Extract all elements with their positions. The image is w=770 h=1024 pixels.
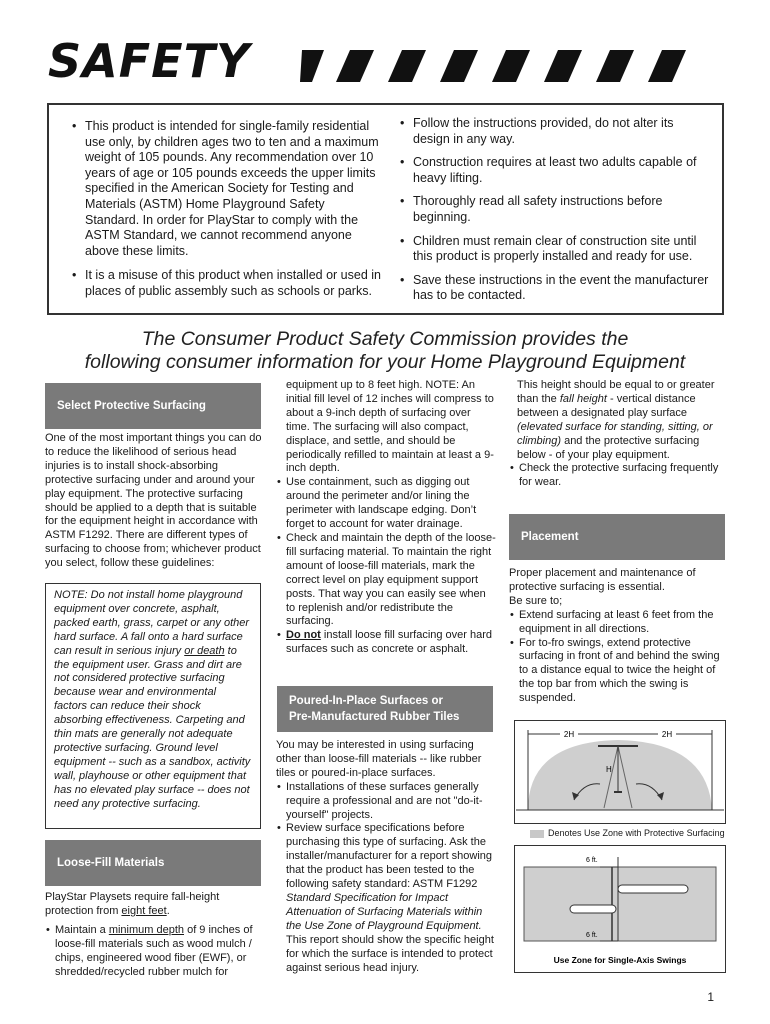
label-6ft-bottom: 6 ft. — [586, 932, 598, 939]
list-item: • For to-fro swings, extend protective surfacing in front of and behind the swing to a distance equal to twice the height of the top bar from which the swing is suspended. — [509, 637, 727, 707]
loose-fill-eight-feet: eight feet — [121, 904, 167, 917]
headline-line: following consumer information for your Home Playground Equipment — [84, 351, 686, 373]
summary-item: • Follow the instructions provided, do not alter its design in any way. — [399, 116, 711, 147]
column-3-top — [509, 379, 727, 490]
section-header-loose-fill: Loose-Fill Materials — [45, 840, 261, 886]
poured-section — [276, 739, 496, 975]
stripe-decoration — [300, 50, 740, 88]
section-header-placement: Placement — [509, 514, 725, 560]
be-sure-text: Be sure to; — [509, 594, 563, 607]
poured-bullets — [276, 781, 496, 976]
list-item: • Check the protective surfacing frequently for wear. — [509, 462, 727, 490]
placement-section — [509, 567, 727, 706]
legend — [530, 828, 725, 838]
do-not-rest: install loose fill surfacing over hard surfaces such as concrete or asphalt. — [286, 629, 493, 656]
summary-right-column — [399, 116, 711, 312]
summary-item: • Construction requires at least two adults capable of heavy lifting. — [399, 155, 711, 186]
loose-fill-text-b: . — [166, 904, 170, 917]
note-text: NOTE: Do not install home playground equipment over concrete, asphalt, packed earth, grass, carpet or any other hard surface. A fall onto a hard surface can result in serious injury — [54, 589, 250, 657]
note-text-cont: to the equipment user. Grass and dirt are not considered protective surfacing because wear and environmental factors can reduce their shock absorbing effectiveness. Carpeting and thin mats are generally not adequate protective surfacing. Ground level equipment -- such as a sandbox, activity wall, playhouse or other equipment that has no elevated play surface -- does not need any protective surfacing. — [54, 644, 251, 810]
bullet-minimum-depth: minimum depth — [108, 923, 185, 936]
summary-item: • Save these instructions in the event the manufacturer has to be contacted. — [399, 273, 711, 304]
swing-path-right — [618, 885, 688, 893]
bullet-text-b: This report should show the specific height for which the surface is intended to protect against serious head injury. — [286, 933, 494, 974]
list-item — [276, 629, 496, 657]
loose-fill-list — [45, 924, 265, 980]
list-item: • Use containment, such as digging out around the perimeter and/or lining the perimeter with landscape edging. Don’t forget to account for water drainage. — [276, 476, 496, 532]
placement-bullets — [509, 609, 727, 706]
fall-height-c: and the protective surfacing below - of your play equipment. — [517, 434, 700, 461]
label-2h-right: 2H — [661, 730, 673, 739]
fall-height-b: - vertical distance between a designated play surface — [517, 392, 696, 419]
legend-swatch — [530, 830, 544, 838]
label-6ft-top: 6 ft. — [586, 857, 598, 864]
bullet-text-a: Maintain a — [55, 923, 109, 936]
summary-item: • Thoroughly read all safety instructions before beginning. — [399, 194, 711, 225]
select-surfacing-text: One of the most important things you can do to reduce the likelihood of serious head injuries is to install shock-absorbing protective surfacing under and around your play equipment. The protective surfacing should be applied to a depth that is suitable for the equipment height in accordance with ASTM F1292. There are different types of surfacing to choose from; whichever product you select, follow these guidelines: — [45, 432, 262, 570]
loose-fill-bullets — [276, 476, 496, 657]
summary-item: • This product is intended for single-family residential use only, by children ages two to ten and a maximum weight of 105 pounds. Any recommendation over 10 years of age or 105 pounds exceeds the upper limits specified in the American Society for Testing and Materials (ASTM) Home Playground Safety Standard. In order for PlayStar to comply with the ASTM Standard, we cannot recommend anyone above these limits. — [71, 119, 381, 259]
poured-header-line: Poured-In-Place Surfaces or — [289, 695, 444, 707]
swing-use-zone-diagram — [514, 720, 726, 824]
poured-text: You may be interested in using surfacing other than loose-fill materials -- like rubber tiles or poured-in-place surfaces. — [276, 739, 482, 779]
section-header-select-surfacing: Select Protective Surfacing — [45, 383, 261, 429]
cpsc-headline — [0, 328, 770, 374]
loose-fill-continued: equipment up to 8 feet high. NOTE: An initial fill level of 12 inches will compress to about a 9-inch depth of surfacing over time. The surfacing will also compact, displace, and settle, and should be periodically refilled to maintain at least a 9-inch depth. — [286, 379, 494, 475]
label-2h-left: 2H — [563, 730, 575, 739]
safety-summary-box — [47, 103, 724, 315]
loose-fill-text-a: PlayStar Playsets require fall-height protection from — [45, 891, 220, 917]
bullet-text-b: of 9 inches of loose-fill materials such as wood mulch / chips, engineered wood fiber (EWF), or shredded/recycled rubber mulch for — [55, 923, 253, 978]
summary-item: • It is a misuse of this product when installed or used in places of public assembly such as schools or parks. — [71, 268, 381, 299]
fall-height-a: This height should be equal to or greater than the — [517, 379, 715, 405]
list-item — [45, 924, 265, 980]
section-header-poured-in-place — [277, 686, 493, 732]
label-h: H — [606, 765, 612, 774]
note-box — [45, 583, 261, 829]
list-item: • Installations of these surfaces generally require a professional and are not "do-it-yourself" projects. — [276, 781, 496, 823]
single-axis-swing-diagram — [514, 845, 726, 973]
page-title: SAFETY — [48, 34, 251, 88]
fall-height-term: fall height — [559, 392, 607, 405]
page-number: 1 — [707, 990, 714, 1004]
summary-item: • Children must remain clear of construction site until this product is properly installed and ready for use. — [399, 234, 711, 265]
swing-path-left — [570, 905, 616, 913]
headline-line: The Consumer Product Safety Commission provides the — [141, 328, 629, 350]
bullet-text-a: Review surface specifications before purchasing this type of surfacing. Ask the installer/manufacturer for a report showing that the product has been tested to the following safety standard: ASTM F1292 — [286, 822, 493, 891]
use-zone-shading — [524, 867, 716, 941]
legend-text: Denotes Use Zone with Protective Surfacing — [548, 828, 725, 838]
note-or-death: or death — [184, 644, 225, 657]
bullet-standard-title: Standard Specification for Impact Attenuation of Surfacing Materials within the Use Zone of Playground Equipment. — [286, 891, 483, 932]
fall-height-def: (elevated surface for standing, sitting, or climbing) — [517, 420, 713, 447]
summary-left-column — [71, 119, 381, 308]
list-item: • Extend surfacing at least 6 feet from the equipment in all directions. — [509, 609, 727, 637]
fall-height-text — [509, 379, 727, 462]
check-list — [509, 462, 727, 490]
do-not-text: Do not — [286, 629, 321, 642]
placement-text: Proper placement and maintenance of protective surfacing is essential. — [509, 567, 696, 593]
poured-header-line: Pre-Manufactured Rubber Tiles — [289, 711, 460, 723]
list-item: • Check and maintain the depth of the loose-fill surfacing material. To maintain the right amount of loose-fill materials, mark the correct level on play equipment support posts. That way you can easily see when to replenish and/or redistribute the surfacing. — [276, 532, 496, 629]
loose-fill-text — [45, 891, 265, 979]
diagram-caption: Use Zone for Single-Axis Swings — [553, 955, 687, 965]
list-item — [276, 822, 496, 975]
column-2 — [276, 379, 496, 657]
